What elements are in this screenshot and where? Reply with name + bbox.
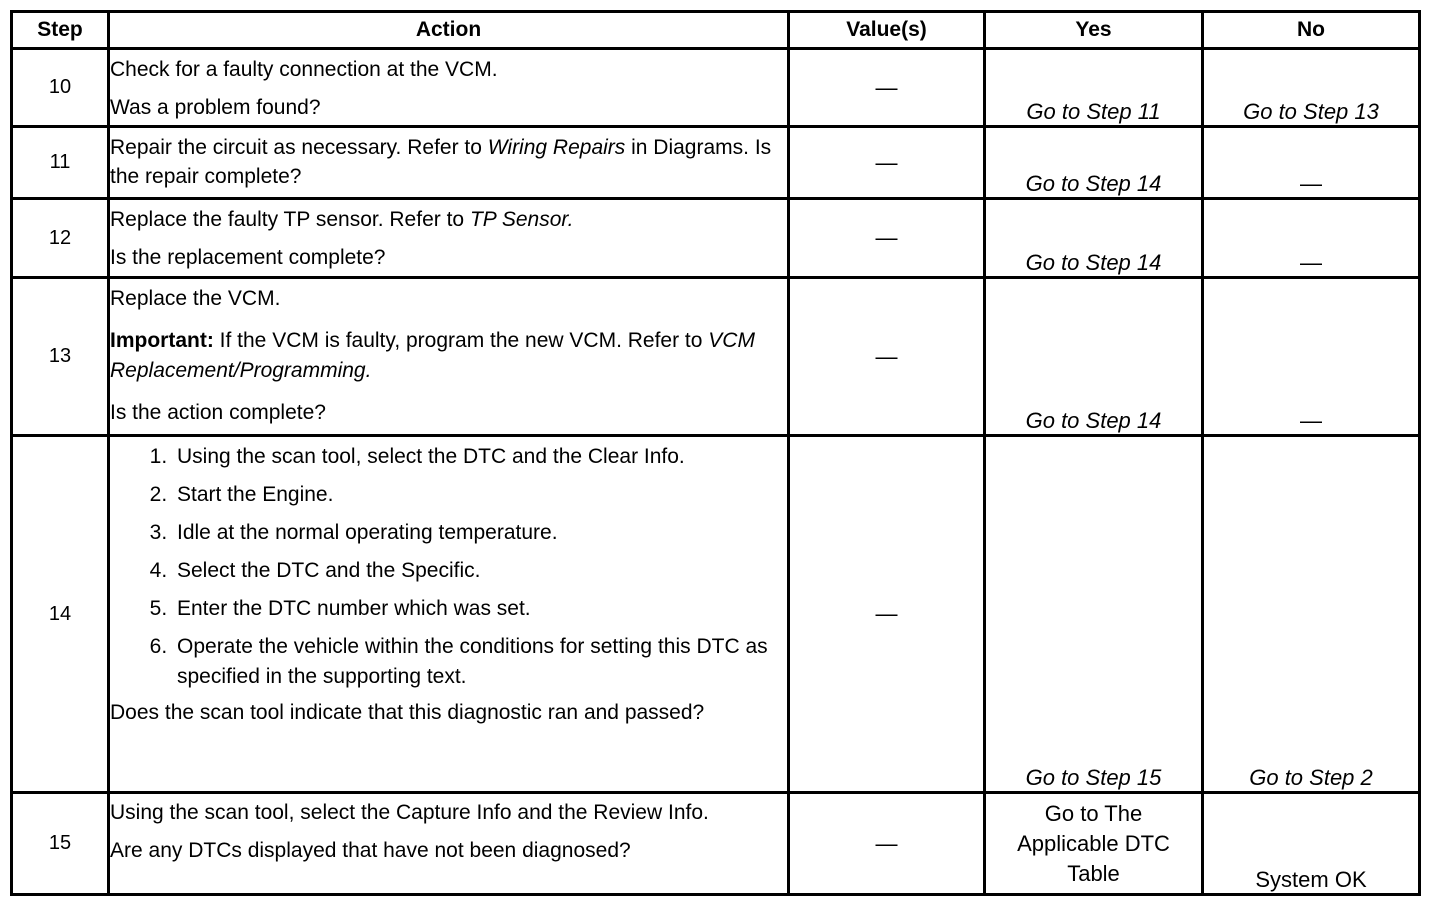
important-label: Important: (110, 329, 214, 352)
yes-link[interactable]: Go to Step 11 (1026, 99, 1161, 124)
table-row (12, 49, 1420, 127)
header-yes: Yes (985, 12, 1203, 49)
yes-cell (985, 199, 1203, 278)
yes-cell (985, 278, 1203, 436)
action-text: Check for a faulty connection at the VCM. (110, 58, 498, 81)
header-no: No (1203, 12, 1420, 49)
table-row (12, 127, 1420, 199)
action-question: Are any DTCs displayed that have not been diagnosed? (110, 839, 631, 862)
action-question: Does the scan tool indicate that this diagnostic ran and passed? (110, 701, 705, 724)
yes-link[interactable]: Go to Step 14 (1025, 171, 1162, 196)
action-text (110, 205, 787, 235)
list-item: 2. Start the Engine. (173, 480, 787, 510)
list-item: 4. Select the DTC and the Specific. (173, 556, 787, 586)
header-row (12, 12, 1420, 49)
yes-link[interactable]: Go to Step 15 (1025, 765, 1162, 790)
step-number: 15 (12, 793, 109, 895)
value-cell: — (789, 436, 985, 793)
action-cell (109, 199, 789, 278)
no-text: System OK (1255, 867, 1367, 892)
action-text: Using the scan tool, select the Capture Info and the Review Info. (110, 801, 709, 824)
yes-link[interactable]: Go to Step 14 (1025, 250, 1162, 275)
action-text: Replace the VCM. (110, 287, 281, 310)
action-question: Is the repair complete? (110, 136, 772, 188)
reference-link[interactable]: Wiring Repairs (487, 136, 626, 159)
list-item: 3. Idle at the normal operating temperature. (173, 518, 787, 548)
action-cell (109, 127, 789, 199)
procedure-list (110, 442, 787, 692)
important-text: If the VCM is faulty, program the new VCM. Refer to (213, 329, 709, 352)
reference-link[interactable]: TP Sensor. (469, 208, 574, 231)
list-item: 6. Operate the vehicle within the conditions for setting this DTC as specified in the supporting text. (173, 632, 787, 692)
no-cell (1203, 793, 1420, 895)
diagnostic-table-container (10, 10, 1421, 896)
step-number: 11 (12, 127, 109, 199)
step-number: 10 (12, 49, 109, 127)
action-text-part: Repair the circuit as necessary. Refer to (110, 136, 488, 159)
action-text (110, 133, 787, 191)
action-cell (109, 278, 789, 436)
list-item: 1. Using the scan tool, select the DTC and the Clear Info. (173, 442, 787, 472)
yes-cell (985, 127, 1203, 199)
value-cell: — (789, 127, 985, 199)
action-cell (109, 436, 789, 793)
header-values: Value(s) (789, 12, 985, 49)
value-cell: — (789, 49, 985, 127)
no-cell (1203, 436, 1420, 793)
no-link[interactable]: Go to Step 13 (1243, 99, 1379, 124)
no-cell: — (1203, 127, 1420, 199)
action-text-part: Replace the faulty TP sensor. Refer to (110, 208, 470, 231)
action-question: Was a problem found? (110, 96, 321, 119)
table-row (12, 278, 1420, 436)
step-number: 12 (12, 199, 109, 278)
value-cell: — (789, 278, 985, 436)
yes-cell (985, 49, 1203, 127)
reference-link[interactable]: VCM Replacement/Programming. (110, 329, 755, 382)
header-action: Action (109, 12, 789, 49)
action-question: Is the action complete? (110, 401, 326, 424)
action-question: Is the replacement complete? (110, 246, 386, 269)
action-cell (109, 49, 789, 127)
step-number: 14 (12, 436, 109, 793)
header-step: Step (12, 12, 109, 49)
yes-cell (985, 793, 1203, 895)
action-cell (109, 793, 789, 895)
yes-cell (985, 436, 1203, 793)
no-link[interactable]: Go to Step 2 (1249, 765, 1373, 790)
value-cell: — (789, 793, 985, 895)
yes-text[interactable]: Go to The Applicable DTC Table (1017, 801, 1170, 886)
no-cell: — (1203, 278, 1420, 436)
important-note (110, 326, 787, 386)
table-row (12, 436, 1420, 793)
value-cell: — (789, 199, 985, 278)
no-cell (1203, 49, 1420, 127)
action-text-part: in Diagrams. (625, 136, 749, 159)
table-row (12, 199, 1420, 278)
yes-link[interactable]: Go to Step 14 (1025, 408, 1162, 433)
table-row (12, 793, 1420, 895)
diagnostic-table (10, 10, 1421, 896)
step-number: 13 (12, 278, 109, 436)
no-cell: — (1203, 199, 1420, 278)
list-item: 5. Enter the DTC number which was set. (173, 594, 787, 624)
